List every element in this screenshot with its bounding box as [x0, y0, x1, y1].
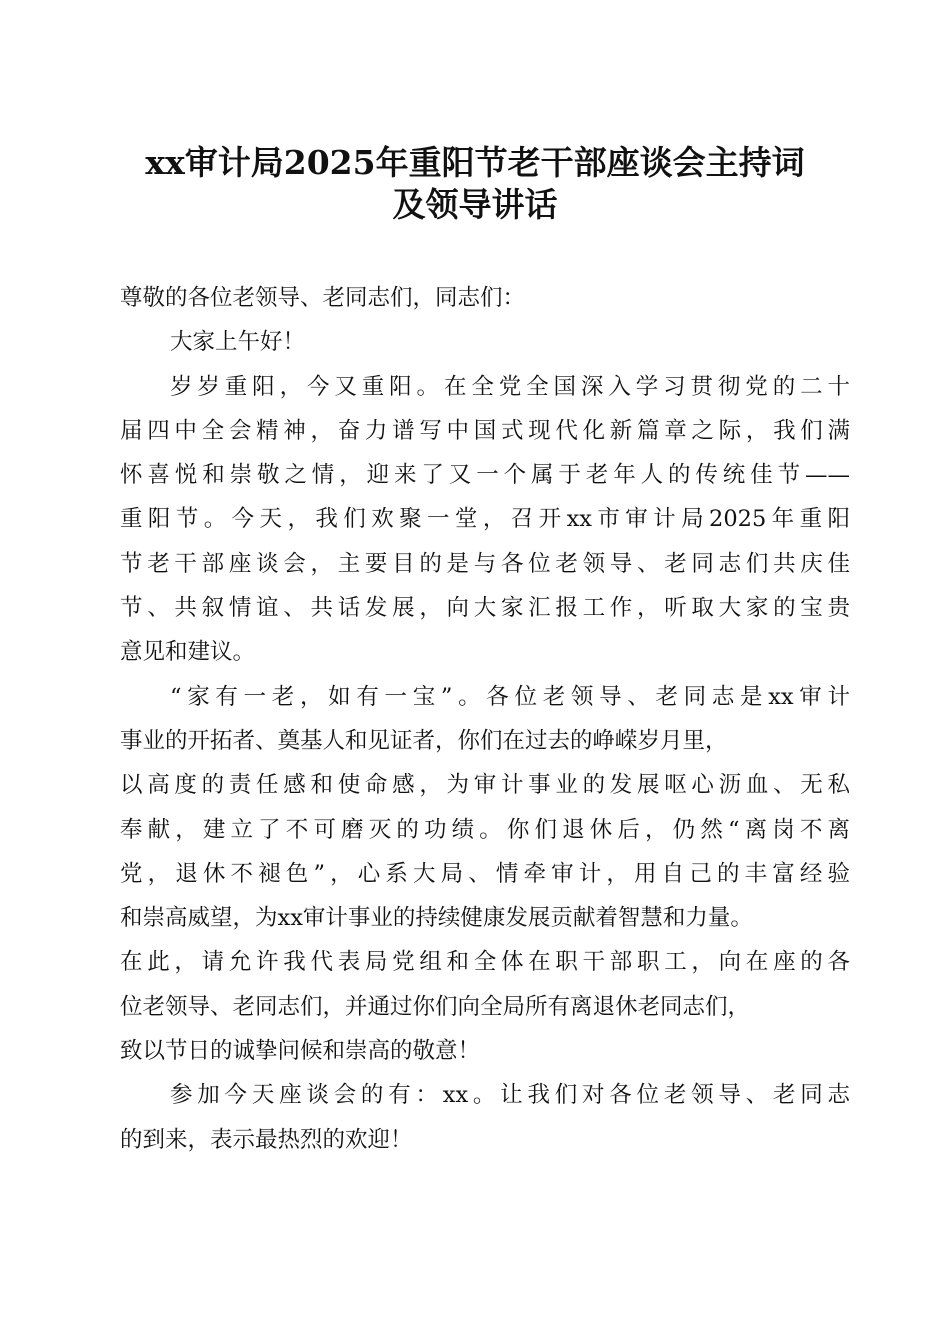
paragraph-line: 和崇高威望，为xx审计事业的持续健康发展贡献着智慧和力量。 — [120, 905, 753, 932]
paragraph-line: 届四中全会精神，奋力谱写中国式现代化新篇章之际，我们满 — [120, 417, 850, 444]
document-body — [120, 276, 850, 1162]
paragraph-line: 重阳节。今天，我们欢聚一堂，召开xx市审计局2025年重阳 — [120, 506, 850, 533]
paragraph-line: 事业的开拓者、奠基人和见证者，你们在过去的峥嵘岁月里， — [120, 727, 728, 754]
paragraph-line: 怀喜悦和崇敬之情，迎来了又一个属于老年人的传统佳节—— — [120, 462, 850, 489]
paragraph-line: 参加今天座谈会的有：xx。让我们对各位老领导、老同志 — [170, 1082, 850, 1109]
paragraph-line: 致以节日的诚挚问候和崇高的敬意！ — [120, 1038, 481, 1065]
greeting: 大家上午好！ — [170, 329, 306, 356]
salutation: 尊敬的各位老领导、老同志们，同志们： — [120, 285, 526, 311]
paragraph-line: 在此，请允许我代表局党组和全体在职干部职工，向在座的各 — [120, 949, 850, 976]
paragraph-line: 意见和建议。 — [120, 639, 256, 666]
paragraph-line: 岁岁重阳，今又重阳。在全党全国深入学习贯彻党的二十 — [170, 373, 850, 400]
paragraph-line: 党，退休不褪色”，心系大局、情牵审计，用自己的丰富经验 — [120, 860, 850, 887]
paragraph-line: 的到来，表示最热烈的欢迎！ — [120, 1126, 413, 1153]
paragraph-line: “家有一老，如有一宝”。各位老领导、老同志是xx审计 — [170, 683, 850, 710]
paragraph-line: 以高度的责任感和使命感，为审计事业的发展呕心沥血、无私 — [120, 772, 850, 799]
document-title-line-1: xx审计局2025年重阳节老干部座谈会主持词 — [145, 143, 805, 182]
paragraph-line: 奉献，建立了不可磨灭的功绩。你们退休后，仍然“离岗不离 — [120, 816, 850, 843]
paragraph-line: 节老干部座谈会，主要目的是与各位老领导、老同志们共庆佳 — [120, 550, 850, 577]
document-title-line-2: 及领导讲话 — [392, 185, 558, 224]
paragraph-line: 位老领导、老同志们，并通过你们向全局所有离退休老同志们， — [120, 993, 751, 1020]
paragraph-line: 节、共叙情谊、共话发展，向大家汇报工作，听取大家的宝贵 — [120, 595, 850, 622]
